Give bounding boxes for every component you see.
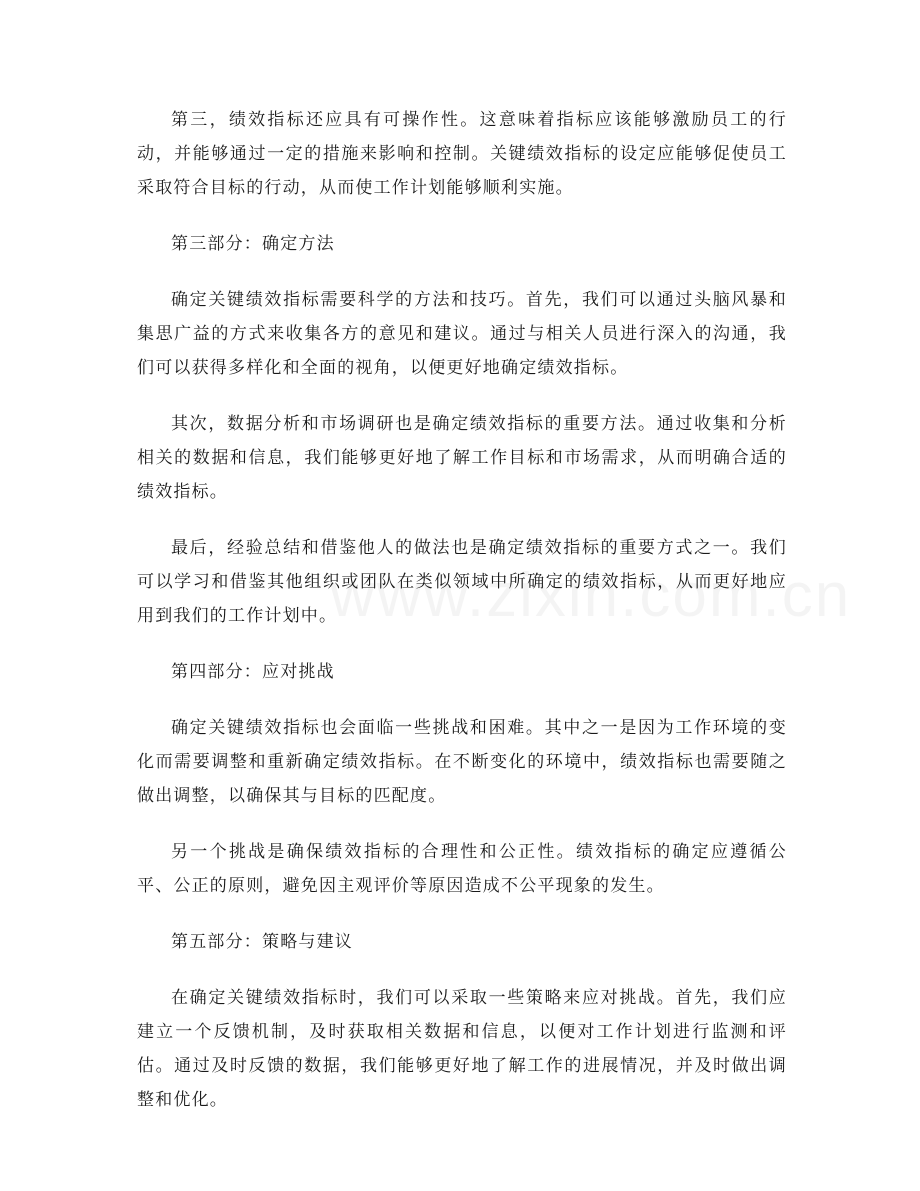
document-body	[137, 103, 787, 1139]
paragraph: 第三，绩效指标还应具有可操作性。这意味着指标应该能够激励员工的行动，并能够通过一定的措施来影响和控制。关键绩效指标的设定应能够促使员工采取符合目标的行动，从而使工作计划能够顺利实施。	[137, 110, 787, 198]
paragraph: 最后，经验总结和借鉴他人的做法也是确定绩效指标的重要方式之一。我们可以学习和借鉴其他组织或团队在类似领域中所确定的绩效指标，从而更好地应用到我们的工作计划中。	[137, 538, 787, 626]
paragraph: 另一个挑战是确保绩效指标的合理性和公正性。绩效指标的确定应遵循公平、公正的原则，避免因主观评价等原因造成不公平现象的发生。	[137, 842, 787, 896]
paragraph: 其次，数据分析和市场调研也是确定绩效指标的重要方法。通过收集和分析相关的数据和信息，我们能够更好地了解工作目标和市场需求，从而明确合适的绩效指标。	[137, 414, 787, 502]
section-heading: 第五部分：策略与建议	[171, 932, 353, 952]
paragraph: 在确定关键绩效指标时，我们可以采取一些策略来应对挑战。首先，我们应建立一个反馈机制，及时获取相关数据和信息，以便对工作计划进行监测和评估。通过及时反馈的数据，我们能够更好地了解工作的进展情况，并及时做出调整和优化。	[137, 988, 787, 1110]
paragraph: 确定关键绩效指标也会面临一些挑战和困难。其中之一是因为工作环境的变化而需要调整和重新确定绩效指标。在不断变化的环境中，绩效指标也需要随之做出调整，以确保其与目标的匹配度。	[137, 718, 787, 806]
section-heading: 第四部分：应对挑战	[171, 662, 335, 682]
section-heading: 第三部分：确定方法	[171, 234, 335, 254]
paragraph: 确定关键绩效指标需要科学的方法和技巧。首先，我们可以通过头脑风暴和集思广益的方式来收集各方的意见和建议。通过与相关人员进行深入的沟通，我们可以获得多样化和全面的视角，以便更好地确定绩效指标。	[137, 290, 787, 378]
